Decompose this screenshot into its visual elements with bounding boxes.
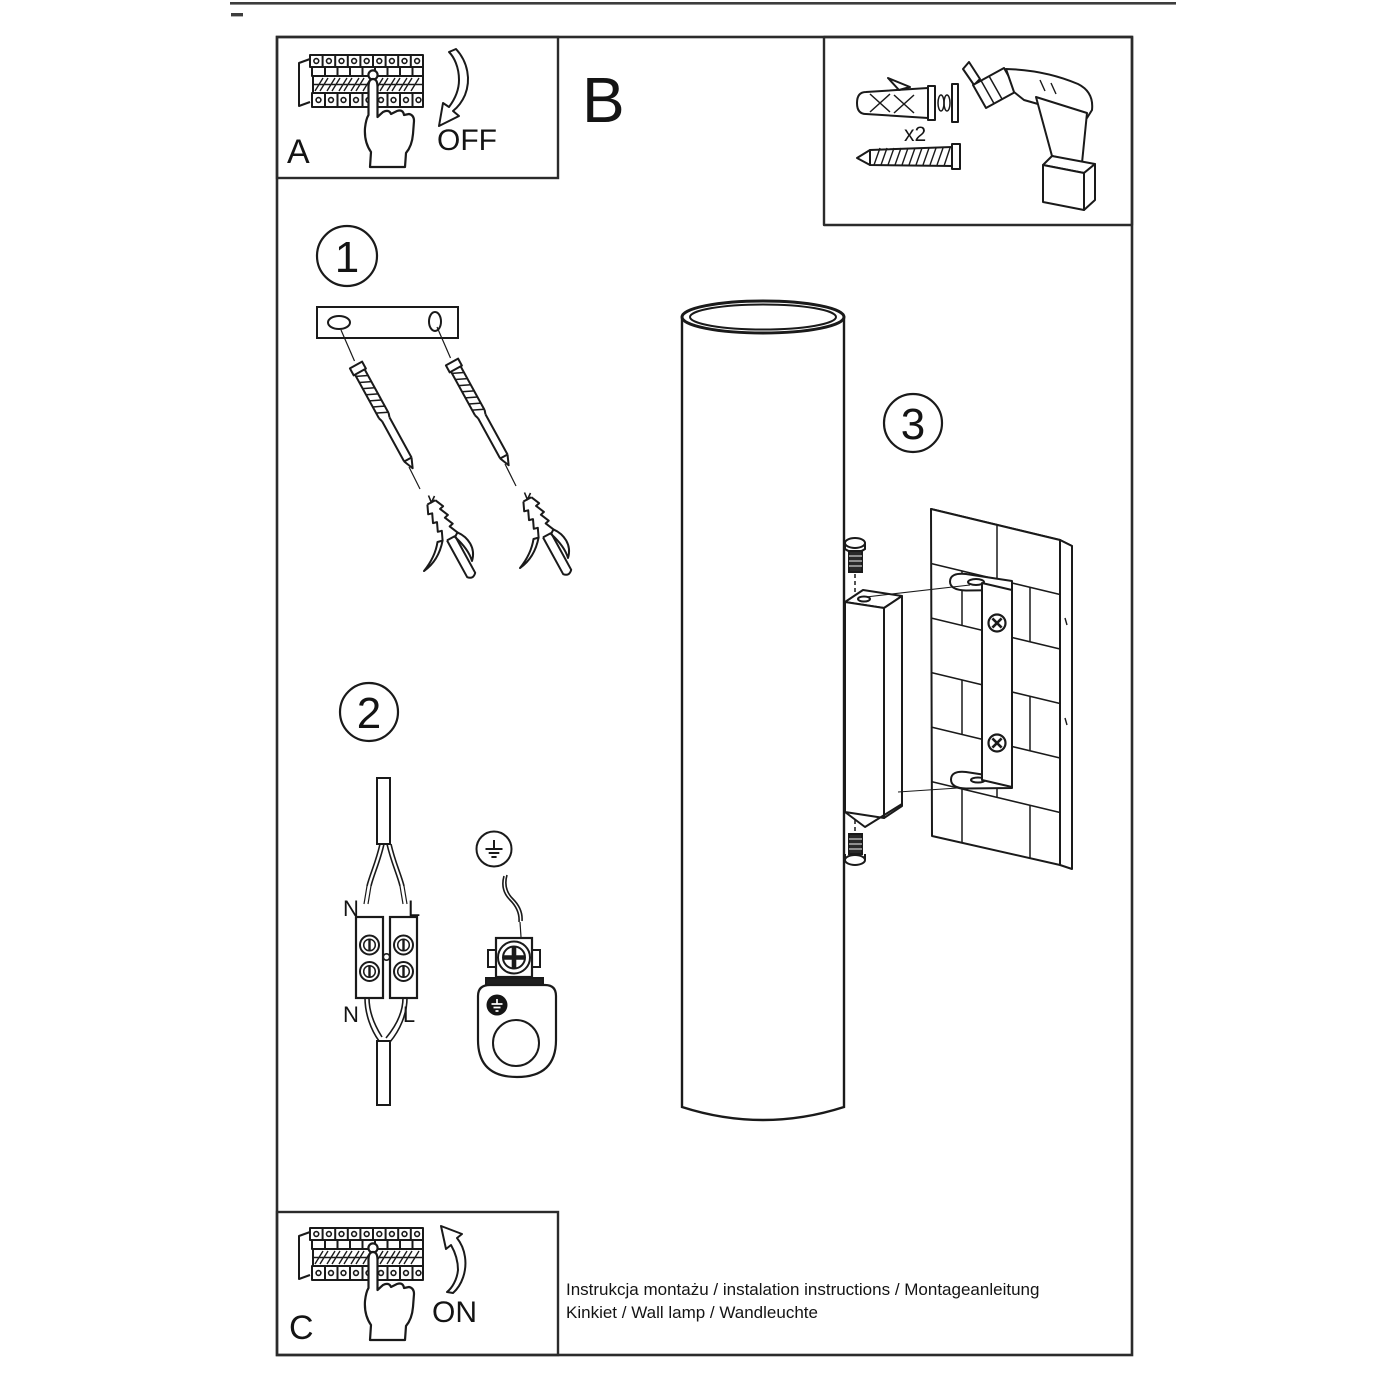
breaker-panel-icon [299, 1228, 423, 1280]
ground-clamp [478, 875, 556, 1077]
step-2-number: 2 [356, 689, 382, 738]
kit-box [824, 37, 1132, 225]
footer-line-2: Kinkiet / Wall lamp / Wandleuchte [566, 1303, 818, 1322]
ground-symbol-icon [477, 832, 512, 867]
drill-icon [963, 62, 1095, 210]
arrow-down-icon [439, 49, 468, 126]
lamp-cable [365, 998, 407, 1105]
supply-cable [364, 778, 407, 904]
terminal-screw [360, 936, 379, 955]
lamp-mount-block [845, 590, 902, 827]
set-screw-bottom [845, 820, 865, 865]
terminal-l-bottom-label: L [402, 1002, 416, 1027]
terminal-screw [360, 962, 379, 981]
on-label: ON [432, 1296, 477, 1329]
box-a-label: A [287, 133, 310, 171]
footer-line-1: Instrukcja montażu / instalation instructions / Montageanleitung [566, 1280, 1040, 1299]
terminal-screw [394, 936, 413, 955]
section-b-label: B [582, 64, 625, 136]
set-screw-top [845, 538, 865, 594]
footer-text [566, 1280, 1039, 1322]
terminal-n-bottom-label: N [343, 1002, 359, 1027]
terminal-block [356, 917, 417, 998]
terminal-n-top-label: N [343, 896, 359, 921]
breaker-panel-icon [299, 55, 423, 107]
terminal-l-top-label: L [407, 896, 421, 921]
box-c-label: C [289, 1309, 314, 1347]
screw-icon [857, 144, 960, 169]
step-1 [317, 226, 571, 578]
wall-plug-icon [857, 78, 958, 122]
step-1-number: 1 [334, 233, 360, 282]
terminal-screw [394, 962, 413, 981]
quantity-label: x2 [904, 123, 927, 146]
step-2 [340, 683, 556, 1105]
step-3 [682, 301, 1072, 1120]
mounting-plate [317, 307, 458, 338]
page-top-rule [230, 2, 1176, 16]
arrow-up-icon [441, 1226, 465, 1293]
step-3-number: 3 [900, 400, 926, 449]
off-label: OFF [437, 124, 497, 157]
power-on-box [277, 1212, 558, 1355]
power-off-box [277, 37, 558, 178]
lamp-tube [682, 301, 844, 1120]
